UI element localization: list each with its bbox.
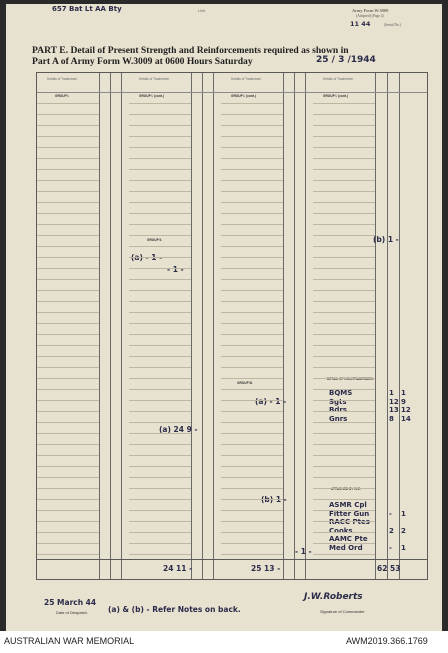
entry-trade-test: (a) 24 9 - bbox=[159, 425, 198, 434]
table-rule bbox=[37, 433, 99, 434]
table-rule bbox=[129, 202, 191, 203]
table-rule bbox=[129, 246, 191, 247]
serial-number: 11 44 bbox=[350, 20, 371, 28]
table-rule bbox=[221, 411, 283, 412]
table-rule bbox=[129, 543, 191, 544]
non-tradesman-count-b: 14 bbox=[401, 414, 411, 423]
commander-signature: J.W.Roberts bbox=[304, 592, 363, 602]
table-rule bbox=[37, 554, 99, 555]
table-rule bbox=[37, 455, 99, 456]
table-rule bbox=[221, 246, 283, 247]
table-rule bbox=[313, 378, 375, 379]
table-rule bbox=[129, 554, 191, 555]
archive-footer bbox=[0, 631, 448, 653]
table-rule bbox=[313, 422, 375, 423]
table-rule bbox=[221, 345, 283, 346]
non-tradesman-label: Sgts bbox=[329, 397, 347, 406]
attached-label: ATTACHED BY W.E. bbox=[331, 487, 361, 491]
table-rule bbox=[129, 499, 191, 500]
table-rule bbox=[221, 510, 283, 511]
table-rule bbox=[221, 180, 283, 181]
table-rule bbox=[313, 136, 375, 137]
table-rule bbox=[37, 400, 99, 401]
table-rule bbox=[129, 400, 191, 401]
attached-item-row bbox=[329, 527, 425, 536]
non-tradesman-row bbox=[329, 389, 425, 398]
table-rule bbox=[129, 136, 191, 137]
table-rule bbox=[37, 224, 99, 225]
unit-name: 657 Bat Lt AA Bty bbox=[52, 5, 122, 13]
table-rule bbox=[37, 532, 99, 533]
table-rule bbox=[221, 312, 283, 313]
table-rule bbox=[37, 268, 99, 269]
table-rule bbox=[313, 290, 375, 291]
attached-item-row bbox=[329, 501, 425, 510]
table-rule bbox=[221, 466, 283, 467]
attached-item-count-a: - bbox=[389, 543, 392, 552]
group-1-label: GROUP I. bbox=[55, 94, 70, 98]
table-rule bbox=[313, 235, 375, 236]
table-rule bbox=[37, 301, 99, 302]
table-rule bbox=[313, 279, 375, 280]
table-rule bbox=[37, 114, 99, 115]
table-rule bbox=[37, 191, 99, 192]
table-rule bbox=[313, 158, 375, 159]
table-rule bbox=[313, 521, 375, 522]
table-rule bbox=[221, 136, 283, 137]
table-rule bbox=[37, 488, 99, 489]
entry-sections-2: - 1 - bbox=[167, 265, 184, 274]
table-rule bbox=[313, 499, 375, 500]
carried-forward-3: - 1 - bbox=[295, 547, 312, 556]
table-rule bbox=[37, 136, 99, 137]
serial-label: (Serial No.) bbox=[384, 23, 401, 27]
table-rule bbox=[37, 422, 99, 423]
table-rule bbox=[313, 356, 375, 357]
table-rule bbox=[37, 279, 99, 280]
table-rule bbox=[313, 103, 375, 104]
table-rule bbox=[221, 279, 283, 280]
table-rule bbox=[37, 158, 99, 159]
non-tradesmen-label: DETAIL OF NON-TRADESMEN. bbox=[327, 377, 374, 381]
form-reference-sub: (Adopted) (Page 2) bbox=[356, 14, 384, 18]
table-rule bbox=[221, 224, 283, 225]
table-rule bbox=[221, 290, 283, 291]
table-rule bbox=[37, 345, 99, 346]
table-rule bbox=[37, 290, 99, 291]
table-rule bbox=[37, 103, 99, 104]
table-rule bbox=[221, 554, 283, 555]
table-rule bbox=[37, 213, 99, 214]
unit-label: Unit bbox=[198, 8, 206, 13]
attached-item-count-b: 1 bbox=[401, 543, 406, 552]
strength-table bbox=[36, 72, 428, 580]
table-rule bbox=[37, 444, 99, 445]
table-rule bbox=[129, 114, 191, 115]
non-tradesmen-list bbox=[329, 389, 425, 423]
table-rule bbox=[221, 532, 283, 533]
table-rule bbox=[129, 477, 191, 478]
table-rule bbox=[37, 246, 99, 247]
table-rule bbox=[129, 268, 191, 269]
table-rule bbox=[221, 477, 283, 478]
table-rule bbox=[221, 169, 283, 170]
table-rule bbox=[313, 169, 375, 170]
table-rule bbox=[129, 521, 191, 522]
table-rule bbox=[313, 268, 375, 269]
table-rule bbox=[221, 125, 283, 126]
group-1-cont-label-a: GROUP I. (cont.) bbox=[139, 94, 164, 98]
table-rule bbox=[129, 158, 191, 159]
table-rule bbox=[37, 323, 99, 324]
non-tradesman-count-b: 9 bbox=[401, 397, 406, 406]
non-tradesman-count-a: 1 bbox=[389, 389, 394, 397]
table-rule bbox=[221, 422, 283, 423]
non-tradesman-count-b: 1 bbox=[401, 389, 406, 397]
group-1-cont-label-b: GROUP I. (cont.) bbox=[231, 94, 256, 98]
table-rule bbox=[313, 246, 375, 247]
table-rule bbox=[129, 147, 191, 148]
table-rule bbox=[129, 169, 191, 170]
table-rule bbox=[221, 103, 283, 104]
table-rule bbox=[129, 532, 191, 533]
entry-motor-cyclist: (a) - 1 - bbox=[255, 397, 287, 406]
table-rule bbox=[313, 312, 375, 313]
col-header-details-1: Details of Tradesmen bbox=[47, 77, 78, 81]
col-header-details-2: Details of Tradesmen bbox=[139, 77, 170, 81]
table-rule bbox=[221, 202, 283, 203]
table-rule bbox=[129, 301, 191, 302]
part-title-line-2: Part A of Army Form W.3009 at 0600 Hours Saturday bbox=[32, 56, 253, 67]
non-tradesman-count-a: 13 bbox=[389, 406, 399, 414]
table-rule bbox=[313, 114, 375, 115]
table-rule bbox=[129, 378, 191, 379]
table-rule bbox=[221, 367, 283, 368]
entry-driver-mech: (b) 1 - bbox=[261, 495, 287, 504]
table-rule bbox=[37, 389, 99, 390]
table-rule bbox=[37, 466, 99, 467]
table-rule bbox=[37, 367, 99, 368]
table-rule bbox=[221, 444, 283, 445]
table-rule bbox=[221, 301, 283, 302]
table-rule bbox=[221, 191, 283, 192]
table-rule bbox=[37, 257, 99, 258]
attached-item-label: Fitter Gun bbox=[329, 509, 370, 518]
despatch-date: 25 March 44 bbox=[44, 598, 97, 607]
table-rule bbox=[129, 279, 191, 280]
table-rule bbox=[221, 334, 283, 335]
group-1-cont-label-c: GROUP I. (cont.) bbox=[323, 94, 348, 98]
table-rule bbox=[221, 147, 283, 148]
table-rule bbox=[313, 180, 375, 181]
table-rule bbox=[221, 213, 283, 214]
entry-fitter-driver: (b) 1 - bbox=[373, 235, 399, 244]
refer-notes: (a) & (b) - Refer Notes on back. bbox=[108, 605, 241, 614]
table-rule bbox=[221, 378, 283, 379]
table-rule bbox=[129, 213, 191, 214]
table-rule bbox=[313, 323, 375, 324]
table-rule bbox=[37, 356, 99, 357]
col-header-details-4: Details of Tradesmen bbox=[323, 77, 354, 81]
table-rule bbox=[313, 543, 375, 544]
table-rule bbox=[313, 554, 375, 555]
table-rule bbox=[129, 312, 191, 313]
table-rule bbox=[313, 455, 375, 456]
attached-item-label: Cooks bbox=[329, 526, 353, 535]
table-rule bbox=[313, 191, 375, 192]
carried-forward-2: 25 13 - bbox=[251, 564, 281, 573]
table-rule bbox=[129, 224, 191, 225]
table-rule bbox=[221, 268, 283, 269]
table-rule bbox=[37, 521, 99, 522]
table-rule bbox=[129, 345, 191, 346]
table-rule bbox=[129, 180, 191, 181]
table-rule bbox=[221, 488, 283, 489]
non-tradesman-label: Gnrs bbox=[329, 414, 348, 423]
table-rule bbox=[313, 466, 375, 467]
table-rule bbox=[37, 235, 99, 236]
col-header-details-3: Details of Tradesmen bbox=[231, 77, 262, 81]
table-rule bbox=[37, 125, 99, 126]
table-rule bbox=[313, 345, 375, 346]
table-rule bbox=[221, 323, 283, 324]
table-rule bbox=[313, 400, 375, 401]
table-rule bbox=[221, 235, 283, 236]
table-rule bbox=[313, 334, 375, 335]
table-rule bbox=[313, 433, 375, 434]
non-tradesman-count-a: 8 bbox=[389, 414, 394, 423]
table-rule bbox=[129, 488, 191, 489]
table-rule bbox=[37, 180, 99, 181]
signature-label: Signature of Commander bbox=[320, 609, 365, 614]
table-rule bbox=[313, 444, 375, 445]
table-rule bbox=[129, 356, 191, 357]
table-rule bbox=[313, 510, 375, 511]
carried-forward-1: 24 11 - bbox=[163, 564, 193, 573]
table-rule bbox=[129, 125, 191, 126]
table-rule bbox=[37, 499, 99, 500]
archive-name: AUSTRALIAN WAR MEMORIAL bbox=[4, 636, 135, 646]
attached-item-label: Med Ord bbox=[329, 543, 363, 552]
table-rule bbox=[129, 334, 191, 335]
report-date: 25 / 3 /1944 bbox=[316, 55, 376, 65]
grand-total: 62 53 bbox=[377, 564, 401, 573]
non-tradesman-count-b: 12 bbox=[401, 406, 411, 414]
table-rule bbox=[221, 433, 283, 434]
table-rule bbox=[221, 521, 283, 522]
table-rule bbox=[313, 257, 375, 258]
table-rule bbox=[221, 114, 283, 115]
table-rule bbox=[129, 191, 191, 192]
table-rule bbox=[313, 367, 375, 368]
table-rule bbox=[37, 312, 99, 313]
entry-sections-1: (a) - 1 - bbox=[131, 253, 163, 262]
attached-item-row bbox=[329, 544, 425, 553]
group-3-label: GROUP III. bbox=[237, 381, 254, 385]
table-rule bbox=[313, 488, 375, 489]
table-rule bbox=[129, 422, 191, 423]
non-tradesman-label: Bdrs bbox=[329, 406, 347, 414]
table-rule bbox=[221, 158, 283, 159]
table-rule bbox=[129, 389, 191, 390]
table-rule bbox=[129, 466, 191, 467]
table-rule bbox=[221, 499, 283, 500]
table-rule bbox=[313, 389, 375, 390]
table-rule bbox=[221, 400, 283, 401]
table-rule bbox=[37, 202, 99, 203]
table-rule bbox=[313, 301, 375, 302]
table-rule bbox=[221, 455, 283, 456]
attached-item-label: AAMC Pte bbox=[329, 535, 368, 543]
group-2-label: GROUP II. bbox=[147, 238, 163, 242]
form-page bbox=[6, 4, 442, 631]
table-rule bbox=[129, 411, 191, 412]
attached-item-count-a: 2 bbox=[389, 526, 394, 535]
non-tradesman-label: BQMS bbox=[329, 389, 353, 397]
table-rule bbox=[221, 543, 283, 544]
table-rule bbox=[37, 169, 99, 170]
table-rule bbox=[221, 389, 283, 390]
table-rule bbox=[37, 477, 99, 478]
table-rule bbox=[37, 510, 99, 511]
table-rule bbox=[129, 455, 191, 456]
non-tradesman-count-a: 12 bbox=[389, 397, 399, 406]
attached-list bbox=[329, 501, 425, 552]
table-rule bbox=[129, 444, 191, 445]
table-rule bbox=[129, 257, 191, 258]
table-rule bbox=[313, 202, 375, 203]
table-rule bbox=[129, 103, 191, 104]
table-rule bbox=[129, 367, 191, 368]
table-rule bbox=[221, 356, 283, 357]
table-rule bbox=[129, 323, 191, 324]
attached-item-label: RACC Ptes bbox=[329, 518, 370, 526]
table-rule bbox=[129, 290, 191, 291]
table-rule bbox=[37, 411, 99, 412]
table-rule bbox=[221, 257, 283, 258]
table-rule bbox=[313, 477, 375, 478]
non-tradesman-row bbox=[329, 398, 425, 407]
table-rule bbox=[313, 125, 375, 126]
archive-id: AWM2019.366.1769 bbox=[346, 636, 428, 646]
table-rule bbox=[129, 433, 191, 434]
form-reference: Army Form W.3009 bbox=[352, 8, 389, 13]
part-title-line-1: PART E. Detail of Present Strength and Reinforcements required as shown in bbox=[32, 45, 349, 56]
table-rule bbox=[37, 543, 99, 544]
table-rule bbox=[129, 235, 191, 236]
attached-item-count-a: - bbox=[389, 509, 392, 518]
attached-item-label: ASMR Cpl bbox=[329, 501, 367, 509]
attached-item-row bbox=[329, 518, 425, 527]
table-rule bbox=[129, 510, 191, 511]
despatch-date-label: Date of Despatch. bbox=[56, 610, 89, 615]
table-rule bbox=[313, 213, 375, 214]
table-rule bbox=[313, 147, 375, 148]
table-rule bbox=[37, 378, 99, 379]
attached-item-count-b: 1 bbox=[401, 509, 406, 518]
table-rule bbox=[313, 411, 375, 412]
table-rule bbox=[37, 334, 99, 335]
table-rule bbox=[313, 224, 375, 225]
table-rule bbox=[313, 532, 375, 533]
attached-item-count-b: 2 bbox=[401, 526, 406, 535]
table-rule bbox=[37, 147, 99, 148]
